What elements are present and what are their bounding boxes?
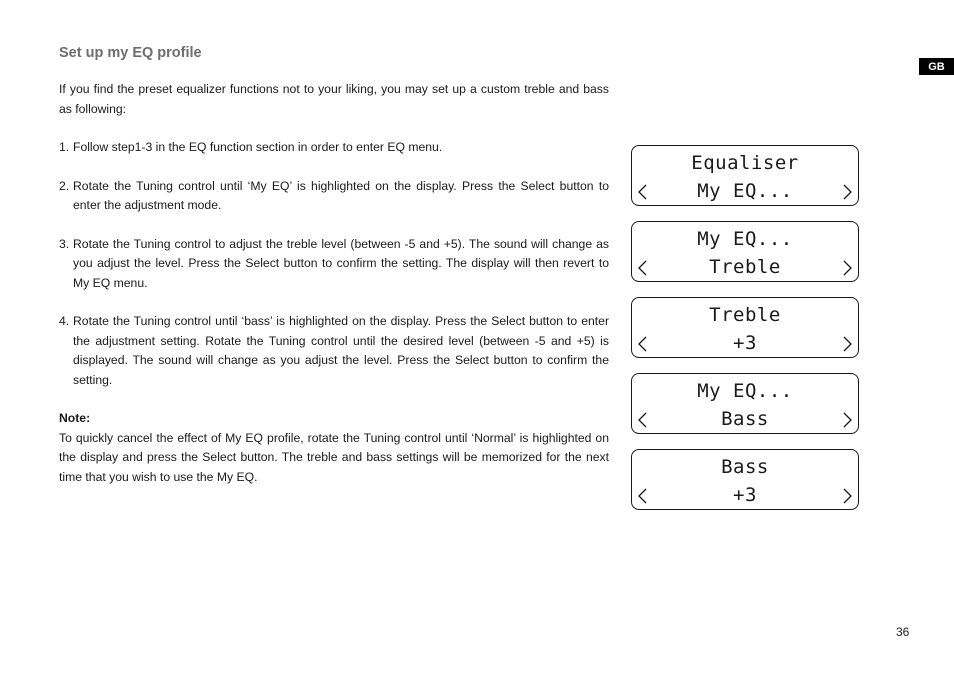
- lcd-top-line: Bass: [721, 456, 769, 478]
- lcd-top-line: My EQ...: [697, 228, 793, 250]
- lcd-top-line: Treble: [709, 304, 781, 326]
- lcd-display: [631, 221, 859, 282]
- lcd-bottom-line: My EQ...: [697, 180, 793, 202]
- step-text: Rotate the Tuning control until ‘bass’ is highlighted on the display. Press the Select button to enter the adjustment setting. Rotate the Tuning control until the desired level (between -5 and +5) is displayed. The sound will change as you adjust the level. Press the Select button to confirm the setting.: [73, 314, 609, 387]
- steps-list: [59, 138, 609, 390]
- lcd-display: [631, 145, 859, 206]
- chevron-left-icon: [636, 487, 648, 505]
- lcd-bottom-line: Treble: [709, 256, 781, 278]
- display-illustrations: [631, 145, 859, 525]
- step-text: Rotate the Tuning control until ‘My EQ’ is highlighted on the display. Press the Select button to enter the adjustment mode.: [73, 178, 609, 212]
- chevron-right-icon: [842, 335, 854, 353]
- step-item: [59, 177, 609, 216]
- page-number: 36: [896, 625, 910, 639]
- step-number: 2.: [59, 178, 70, 193]
- step-item: [59, 312, 609, 390]
- lcd-display: [631, 373, 859, 434]
- section-heading: Set up my EQ profile: [59, 45, 202, 61]
- lcd-top-line: My EQ...: [697, 380, 793, 402]
- lcd-top-line: Equaliser: [691, 152, 799, 174]
- chevron-right-icon: [842, 259, 854, 277]
- chevron-left-icon: [636, 411, 648, 429]
- note-text: To quickly cancel the effect of My EQ profile, rotate the Tuning control until ‘Normal’ is highlighted on the display and press the Select button. The treble and bass settings will be memorized for the next time that you wish to use the My EQ.: [59, 430, 609, 484]
- lcd-bottom-line: Bass: [721, 408, 769, 430]
- step-text: Rotate the Tuning control to adjust the treble level (between -5 and +5). The sound will change as you adjust the level. Press the Select button to confirm the setting. The display will then revert to My EQ menu.: [73, 236, 609, 290]
- chevron-right-icon: [842, 487, 854, 505]
- lcd-display: [631, 449, 859, 510]
- instructions-column: [59, 80, 609, 487]
- language-badge: GB: [919, 58, 954, 75]
- chevron-left-icon: [636, 335, 648, 353]
- lcd-bottom-line: +3: [733, 484, 757, 506]
- chevron-left-icon: [636, 183, 648, 201]
- step-text: Follow step1-3 in the EQ function section in order to enter EQ menu.: [73, 140, 443, 154]
- step-number: 3.: [59, 236, 70, 251]
- step-item: [59, 235, 609, 294]
- intro-paragraph: If you find the preset equalizer functions not to your liking, you may set up a custom treble and bass as following:: [59, 82, 609, 116]
- lcd-bottom-line: +3: [733, 332, 757, 354]
- step-number: 4.: [59, 314, 70, 328]
- chevron-right-icon: [842, 183, 854, 201]
- chevron-left-icon: [636, 259, 648, 277]
- step-item: [59, 138, 609, 158]
- chevron-right-icon: [842, 411, 854, 429]
- note-title: Note:: [59, 411, 91, 425]
- step-number: 1.: [59, 140, 70, 154]
- lcd-display: [631, 297, 859, 358]
